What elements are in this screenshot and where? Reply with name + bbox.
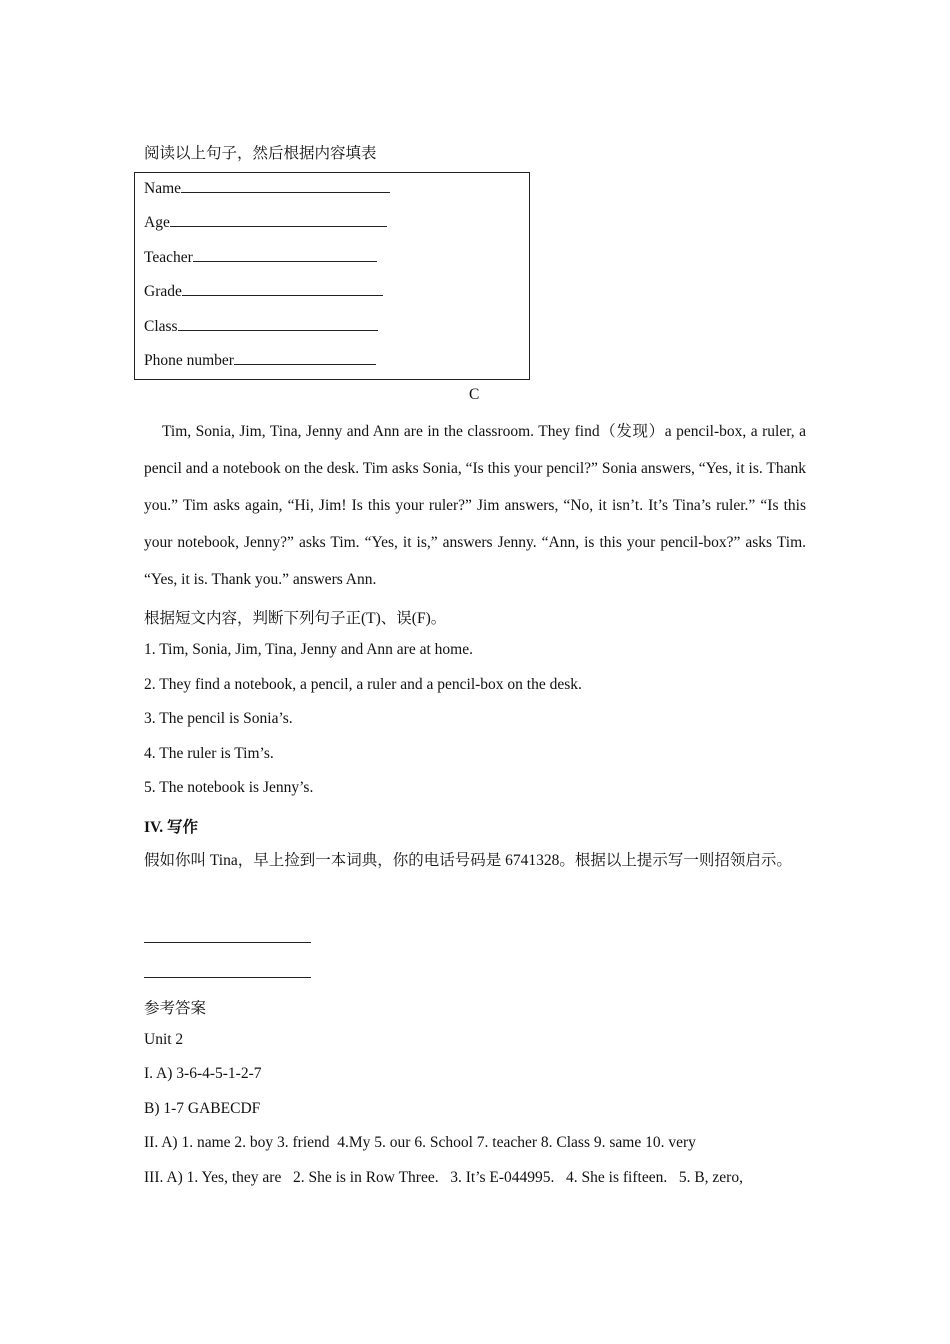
tf-item: 4. The ruler is Tim’s. — [144, 745, 274, 762]
form-field-teacher — [144, 247, 377, 267]
tf-item: 2. They find a notebook, a pencil, a ruler and a pencil-box on the desk. — [144, 676, 582, 693]
tf-instruction: 根据短文内容，判断下列句子正(T)、误(F)。 — [144, 610, 447, 627]
form-field-label: Name — [144, 180, 182, 197]
answer-line: II. A) 1. name 2. boy 3. friend 4.My 5. our 6. School 7. teacher 8. Class 9. same 10. very — [144, 1134, 696, 1151]
answer-line: III. A) 1. Yes, they are 2. She is in Row Three. 3. It’s E-044995. 4. She is fifteen. 5. B, zero, — [144, 1169, 743, 1186]
answer-line: I. A) 3-6-4-5-1-2-7 — [144, 1065, 262, 1082]
form-field-class — [144, 316, 378, 336]
section-label-c: C — [469, 386, 480, 403]
form-field-grade — [144, 281, 383, 301]
form-field-label: Class — [144, 318, 178, 335]
form-field-label: Teacher — [144, 249, 193, 266]
answers-heading: 参考答案 — [144, 1000, 207, 1017]
answer-blank — [234, 350, 376, 365]
tf-item: 3. The pencil is Sonia’s. — [144, 710, 293, 727]
answer-blank — [170, 212, 387, 227]
form-field-phone — [144, 350, 376, 370]
answer-blank — [181, 178, 390, 193]
tf-item: 5. The notebook is Jenny’s. — [144, 779, 314, 796]
answer-blank — [182, 281, 383, 296]
form-field-label: Phone number — [144, 352, 234, 369]
writing-line — [144, 942, 311, 943]
form-field-name — [144, 178, 390, 198]
answer-blank — [178, 316, 378, 331]
info-form — [134, 172, 530, 380]
form-instruction: 阅读以上句子，然后根据内容填表 — [144, 145, 377, 162]
writing-prompt: 假如你叫 Tina，早上捡到一本词典，你的电话号码是 6741328。根据以上提示写一则招领启示。 — [144, 852, 792, 869]
form-field-age — [144, 212, 387, 232]
writing-heading: IV. 写作 — [144, 819, 198, 836]
tf-item: 1. Tim, Sonia, Jim, Tina, Jenny and Ann are at home. — [144, 641, 473, 658]
form-field-label: Age — [144, 214, 170, 231]
writing-line — [144, 977, 311, 978]
passage-text: Tim, Sonia, Jim, Tina, Jenny and Ann are in the classroom. They find（发现）a pencil-box, a ruler, a pencil and a notebook on the desk. Tim asks Sonia, “Is this your pencil?” Sonia answers, “Yes, it is. Thank you.” Tim asks again, “Hi, Jim! Is this your ruler?” Jim answers, “No, it isn’t. It’s Tina’s ruler.” “Is this your notebook, Jenny?” asks Tim. “Yes, it is,” answers Jenny. “Ann, is this your pencil-box?” asks Tim. “Yes, it is. Thank you.” answers Ann. — [144, 423, 806, 588]
answer-line: B) 1-7 GABECDF — [144, 1100, 261, 1117]
answers-unit: Unit 2 — [144, 1031, 184, 1048]
reading-passage — [144, 413, 806, 598]
answer-blank — [193, 247, 377, 262]
form-field-label: Grade — [144, 283, 182, 300]
